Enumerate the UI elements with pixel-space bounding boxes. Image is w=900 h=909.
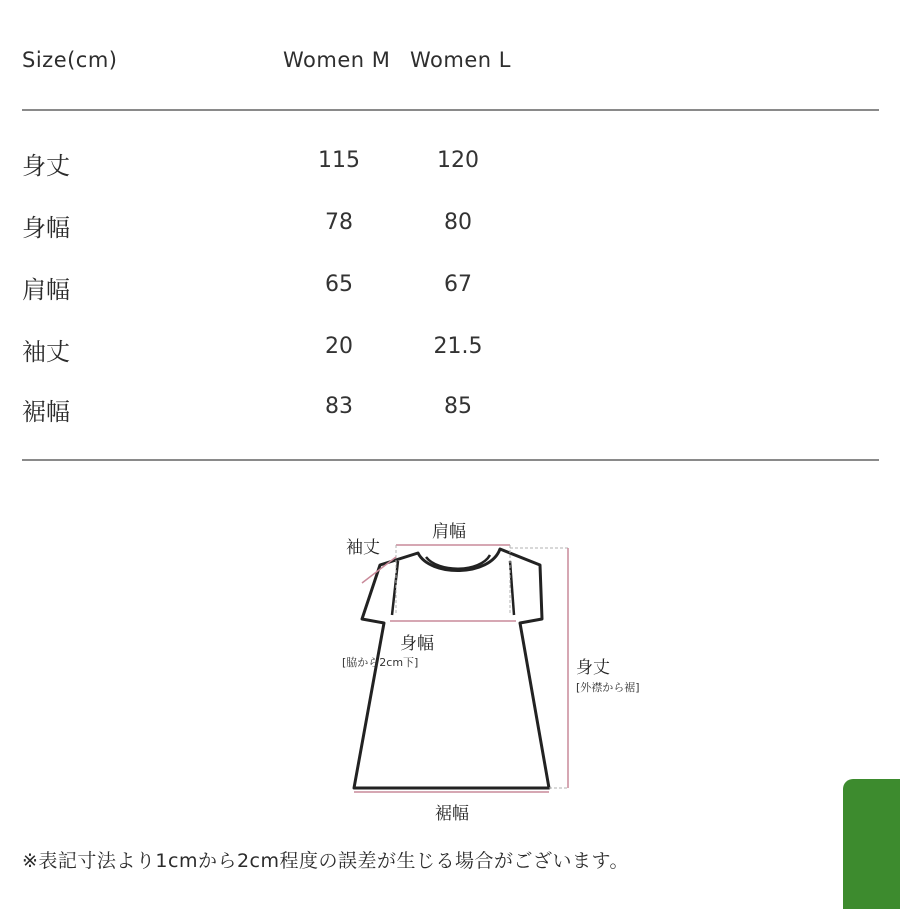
women-l-header: Women L bbox=[410, 48, 511, 72]
value-l: 67 bbox=[444, 272, 472, 297]
size-header: Size(cm) bbox=[22, 48, 118, 72]
row-label: 袖丈 bbox=[22, 338, 70, 366]
value-l: 85 bbox=[444, 394, 472, 419]
sleeve-label: 袖丈 bbox=[346, 538, 380, 558]
hem-label: 裾幅 bbox=[435, 804, 469, 824]
value-m: 20 bbox=[325, 334, 353, 359]
table-row bbox=[0, 146, 900, 186]
shoulder-label: 肩幅 bbox=[432, 522, 466, 542]
side-tab[interactable] bbox=[843, 779, 900, 909]
value-m: 115 bbox=[318, 148, 360, 173]
table-row bbox=[0, 332, 900, 372]
length-label: 身丈 bbox=[576, 658, 610, 678]
table-top-divider bbox=[22, 109, 879, 111]
value-l: 21.5 bbox=[433, 334, 483, 359]
row-label: 裾幅 bbox=[22, 398, 70, 426]
table-bottom-divider bbox=[22, 459, 879, 461]
value-l: 80 bbox=[444, 210, 472, 235]
row-label: 肩幅 bbox=[22, 276, 70, 304]
table-row bbox=[0, 208, 900, 248]
garment-diagram bbox=[320, 505, 680, 835]
row-label: 身幅 bbox=[22, 214, 70, 242]
women-m-header: Women M bbox=[283, 48, 391, 72]
value-m: 65 bbox=[325, 272, 353, 297]
table-row bbox=[0, 270, 900, 310]
chest-note: [脇から2cm下] bbox=[342, 656, 419, 669]
value-l: 120 bbox=[437, 148, 479, 173]
chest-label: 身幅 bbox=[400, 634, 434, 654]
row-label: 身丈 bbox=[22, 152, 70, 180]
table-row bbox=[0, 392, 900, 432]
measurement-note: ※表記寸法より1cmから2cm程度の誤差が生じる場合がございます。 bbox=[22, 850, 629, 872]
value-m: 78 bbox=[325, 210, 353, 235]
length-note: [外襟から裾] bbox=[576, 681, 640, 694]
value-m: 83 bbox=[325, 394, 353, 419]
